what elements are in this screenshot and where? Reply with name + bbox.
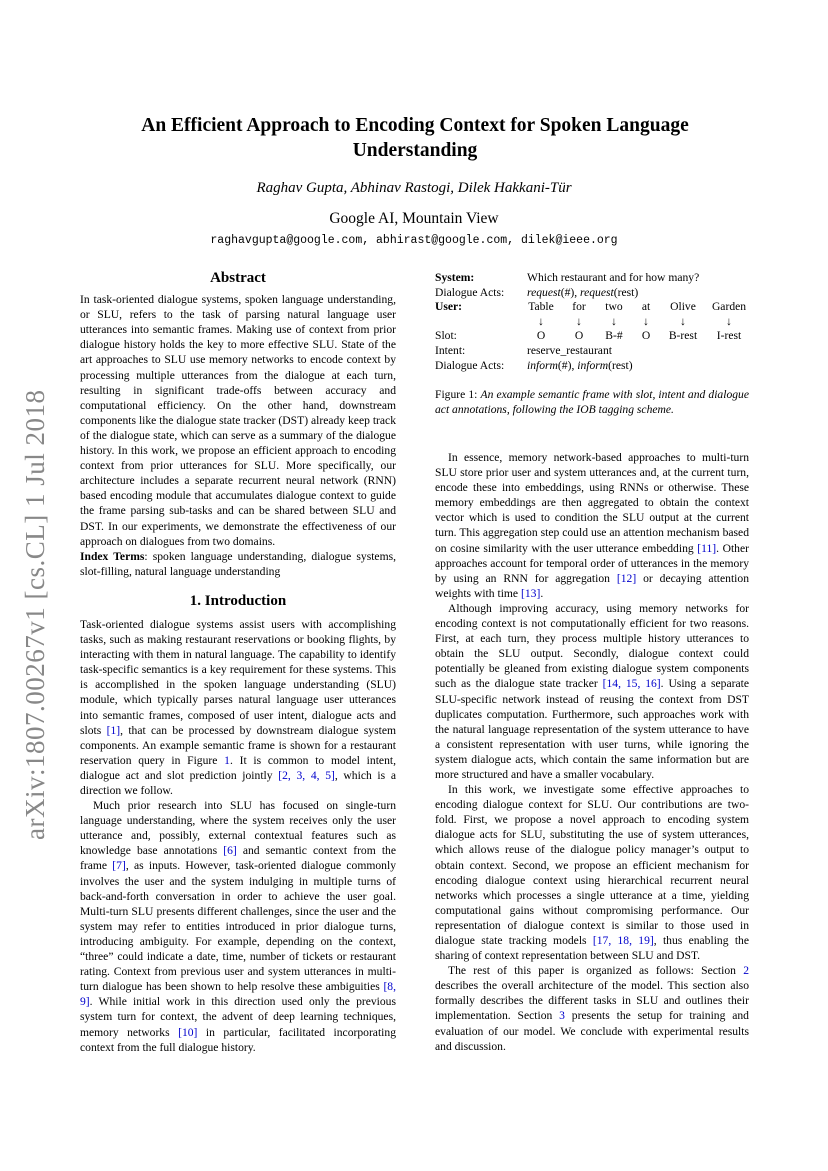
affiliation: Google AI, Mountain View: [329, 210, 499, 227]
authors: Raghav Gupta, Abhinav Rastogi, Dilek Hakkani-Tür: [256, 180, 572, 196]
system-dialogue-acts: [527, 286, 759, 301]
dialogue-acts-label: Dialogue Acts:: [435, 358, 505, 372]
citation-link[interactable]: [17, 18, 19]: [592, 934, 654, 947]
user-token: two: [605, 300, 623, 314]
down-arrow-icon: ↓: [726, 314, 732, 328]
act-name: request: [580, 285, 614, 299]
user-token: Olive: [670, 300, 696, 314]
down-arrow-icon: ↓: [538, 314, 544, 328]
user-token: at: [641, 300, 651, 314]
intro-p2-text-a: Much prior research into SLU has focused on single-turn language understanding, where the system receives only the user utterance and, possibly, external contextual features such as knowledge base annotations: [80, 799, 396, 858]
down-arrow-icon: ↓: [643, 314, 649, 328]
act-name: request: [527, 285, 561, 299]
citation-link[interactable]: [1]: [106, 723, 121, 737]
citation-link[interactable]: [7]: [112, 859, 126, 873]
user-token: for: [572, 300, 586, 314]
index-terms-label: Index Terms: [80, 549, 145, 563]
system-utterance: Which restaurant and for how many?: [527, 271, 700, 284]
index-terms-text: : spoken language understanding, dialogue systems, slot-filling, natural language understanding: [80, 549, 396, 578]
intro-p1-text-d: , which is a direction we follow.: [80, 768, 396, 797]
act-name: inform: [527, 358, 558, 372]
citation-link[interactable]: [2, 3, 4, 5]: [278, 768, 335, 782]
dialogue-acts-label: Dialogue Acts:: [435, 285, 505, 299]
system-label: System:: [435, 271, 475, 284]
caption-text: An example semantic frame with slot, intent and dialogue act annotations, following the IOB tagging scheme.: [435, 388, 749, 416]
slot-tag: B-rest: [668, 329, 698, 343]
citation-link[interactable]: [11]: [697, 541, 717, 555]
right-p3-text-b: , thus enabling the sharing of context representation between SLU and DST.: [435, 934, 749, 963]
right-column: [435, 450, 749, 1054]
act-arg: (#),: [560, 285, 581, 299]
right-paragraph-2: [435, 601, 749, 782]
down-arrow-icon: ↓: [576, 314, 582, 328]
user-token: Table: [528, 300, 554, 314]
right-p3-text-a: In this work, we investigate some effective approaches to encoding dialogue context for SLU. Our contributions are two-fold. First, we propose a novel approach to encoding system dialogue acts for SLU, substituting the use of system utterances, which allows reuse of the dialogue policy manager’s output to obtain context. Second, we propose an efficient mechanism for encoding dialogue context using hierarchical recurrent neural networks which processes a single utterance at a time, yielding computational gains without compromising performance. Our representation of dialogue context is similar to those used in dialogue state tracking models: [435, 783, 749, 947]
slot-label: Slot:: [435, 329, 457, 343]
arxiv-stamp: arXiv:1807.00267v1 [cs.CL] 1 Jul 2018: [20, 389, 50, 840]
intro-p2-text-d: . While initial work in this direction used only the previous system turn for context, the advent of deep learning techniques, memory networks: [80, 995, 396, 1039]
intent-value: reserve_restaurant: [527, 343, 612, 357]
intent-label: Intent:: [435, 343, 466, 357]
right-p4-text-a: The rest of this paper is organized as follows: Section: [448, 964, 744, 978]
figure-ref-link[interactable]: 1: [224, 753, 230, 767]
right-paragraph-3: [435, 782, 749, 963]
section-ref-link[interactable]: 3: [559, 1009, 565, 1023]
right-p4-text-b: describes the overall architecture of the model. This section also formally describes the different tasks in SLU and outlines their implementation. Section: [435, 979, 749, 1023]
slot-tag: B-#: [605, 329, 623, 343]
title-line-2: Understanding: [352, 140, 478, 161]
author-emails: raghavgupta@google.com, abhirast@google.com, dilek@ieee.org: [210, 234, 618, 247]
intro-p1-text-c: . It is common to model intent, dialogue act and slot prediction jointly: [80, 753, 396, 782]
slot-tag: I-rest: [716, 329, 742, 343]
citation-link[interactable]: [14, 15, 16]: [602, 677, 661, 691]
slot-tag: O: [641, 329, 651, 343]
intro-p2-text-c: , as inputs. However, task-oriented dialogue commonly involves the user and the system indulging in multiple turns of back-and-forth conversation in order to achieve the user goal. Multi-turn SLU presents different challenges, since the user and the system may refer to entities introduced in prior dialogue turns, introducing ambiguity. For example, depending on the context, “three” could indicate a date, time, number of tickets or restaurant rating. Context from previous user and system utterances in multi-turn dialogue has been shown to help resolve these ambiguities: [80, 859, 396, 994]
slot-tags: [527, 329, 759, 344]
act-arg: (#),: [557, 358, 578, 372]
citation-link[interactable]: [8, 9]: [80, 980, 396, 1009]
intro-heading: 1. Introduction: [189, 592, 287, 609]
down-arrow-icon: ↓: [680, 314, 686, 328]
user-tokens: [527, 300, 759, 315]
token-arrows: [527, 315, 759, 330]
act-arg: (rest): [608, 358, 633, 372]
intro-paragraph-2: [80, 798, 396, 1055]
slot-tag: O: [574, 329, 584, 343]
right-p4-text-c: presents the setup for training and evaluation of our model. We conclude with experimental results and discussion.: [435, 1009, 749, 1053]
right-paragraph-1: [435, 450, 749, 601]
left-column: [80, 271, 396, 1055]
intro-p1-text-a: Task-oriented dialogue systems assist users with accomplishing tasks, such as making restaurant reservations or booking flights, by interacting with them in natural language. The capability to identify task-specific semantics is a key requirement for these systems. This is accomplished in the spoken language understanding (SLU) module, which typically parses natural language user utterances into semantic frames, composed of user intent, dialogue acts and slots: [80, 617, 396, 737]
title-line-1: An Efficient Approach to Encoding Context for Spoken Language: [141, 115, 689, 136]
right-p1-text-a: In essence, memory network-based approaches to multi-turn SLU store prior user and system utterances and, at the current turn, encode these into embeddings, using RNNs or otherwise. These memory embeddings are then aggregated to obtain the context vector which is used to condition the SLU output at the current turn. This aggregation step could use an attention mechanism based on cosine similarity with the user utterance embedding: [435, 451, 749, 555]
user-dialogue-acts: [527, 359, 759, 374]
right-p1-text-c: or decaying attention weights with time: [435, 571, 749, 600]
section-ref-link[interactable]: 2: [743, 964, 749, 978]
intro-p2-text-e: in particular, facilitated incorporating context from the full dialogue history.: [80, 1025, 396, 1054]
caption-label: Figure 1:: [435, 388, 481, 401]
paper-title: [90, 113, 740, 163]
citation-link[interactable]: [13]: [520, 586, 541, 600]
slot-tag: O: [536, 329, 546, 343]
act-arg: (rest): [613, 285, 639, 299]
right-p2-text-a: Although improving accuracy, using memory networks for encoding context is not computationally efficient for two reasons. First, at each turn, they process multiple history utterances to obtain the SLU output. Secondly, dialogue context could potentially be gleaned from existing dialogue system components such as the dialogue state tracker: [435, 601, 749, 691]
citation-link[interactable]: [12]: [616, 571, 637, 585]
abstract-heading: Abstract: [210, 270, 266, 286]
right-p1-text-d: .: [540, 586, 544, 600]
intro-p1-text-b: , that can be processed by downstream dialogue system components. An example semantic frame is shown for a restaurant reservation query in Figure: [80, 723, 396, 767]
semantic-frame-figure: [435, 271, 759, 373]
user-label: User:: [435, 300, 463, 314]
intro-paragraph-1: [80, 617, 396, 798]
act-name: inform: [577, 358, 609, 372]
right-p2-text-b: . Using a separate SLU-specific network instead of reusing the context from DST duplicates computation. Furthermore, such approaches work with the natural language representation of the system utterance to have a consistent representation with user turns, while ignoring the system dialogue acts, which contain the same information but are more structured and have a smaller vocabulary.: [435, 677, 749, 781]
citation-link[interactable]: [6]: [223, 844, 237, 858]
right-paragraph-4: [435, 963, 749, 1054]
index-terms: [80, 549, 396, 579]
user-token: Garden: [711, 300, 747, 314]
figure-caption: [435, 387, 749, 417]
intro-p2-text-b: and semantic context from the frame: [80, 844, 396, 873]
right-p1-text-b: . Other approaches account for temporal order of utterances in the memory by using an RNN for aggregation: [435, 541, 749, 585]
abstract-text: In task-oriented dialogue systems, spoken language understanding, or SLU, refers to the task of parsing natural language user utterances into semantic frames. Making use of context from prior dialogue history holds the key to more effective SLU. State of the art approaches to SLU use memory networks to encode context by processing multiple utterances from the dialogue at each turn, resulting in significant trade-offs between accuracy and computational efficiency. On the other hand, downstream components like the dialogue state tracker (DST) already keep track of the dialogue state, which can serve as a summary of the dialogue history. In this work, we propose an efficient approach to encoding context from prior utterances for SLU. More specifically, our architecture includes a separate recurrent neural network (RNN) based encoding module that accumulates dialogue context to guide the frame parsing sub-tasks and can be shared between SLU and DST. In our experiments, we demonstrate the effectiveness of our approach on dialogues from two domains.: [80, 293, 396, 548]
down-arrow-icon: ↓: [611, 314, 617, 328]
citation-link[interactable]: [10]: [178, 1025, 198, 1039]
